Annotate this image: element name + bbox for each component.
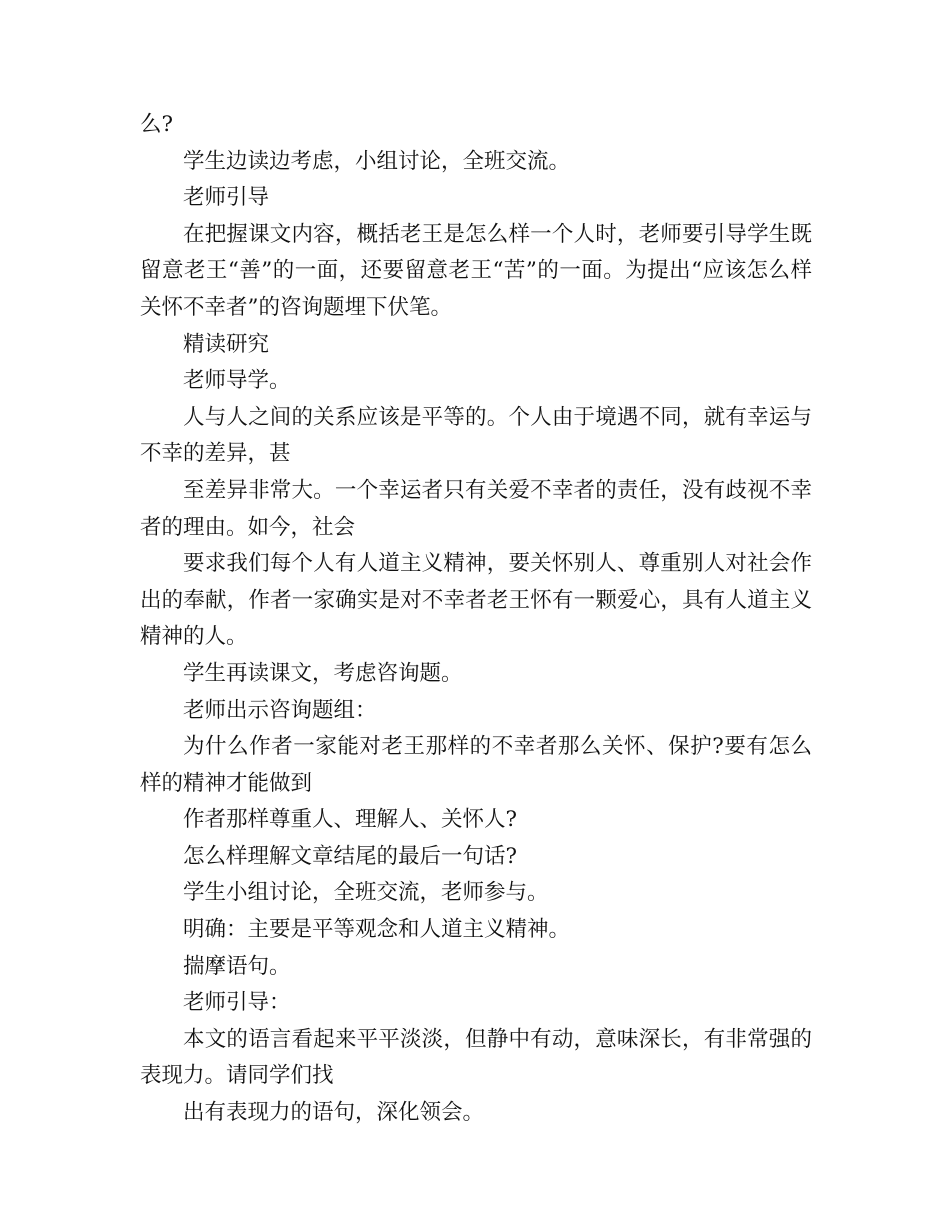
paragraph-8: 至差异非常大。一个幸运者只有关爱不幸者的责任，没有歧视不幸者的理由。如今，社会 (140, 477, 812, 540)
section-heading-close-reading: 精读研究 (183, 331, 270, 357)
paragraph-18: 老师引导： (183, 990, 291, 1016)
paragraph-15: 学生小组讨论，全班交流，老师参与。 (183, 880, 549, 906)
question-2: 怎么样理解文章结尾的最后一句话? (183, 843, 518, 869)
paragraph-20: 出有表现力的语句，深化领会。 (183, 1100, 485, 1126)
paragraph-11: 老师出示咨询题组： (183, 697, 377, 723)
paragraph-9: 要求我们每个人有人道主义精神，要关怀别人、尊重别人对社会作出的奉献，作者一家确实是对不幸者老王怀有一颗爱心，具有人道主义精神的人。 (140, 551, 812, 650)
paragraph-10: 学生再读课文，考虑咨询题。 (183, 660, 463, 686)
paragraph-7: 人与人之间的关系应该是平等的。个人由于境遇不同，就有幸运与不幸的差异，甚 (140, 404, 812, 467)
question-1: 为什么作者一家能对老王那样的不幸者那么关怀、保护?要有怎么样的精神才能做到 (140, 734, 812, 796)
paragraph-4: 在把握课文内容，概括老王是怎么样一个人时，老师要引导学生既留意老王“善”的一面，还要留意老王“苦”的一面。为提出“应该怎么样关怀不幸者”的咨询题埋下伏笔。 (140, 221, 812, 320)
paragraph-19: 本文的语言看起来平平淡淡，但静中有动，意味深长，有非常强的表现力。请同学们找 (140, 1026, 812, 1089)
paragraph-1: 么? (140, 112, 174, 137)
paragraph-16: 明确：主要是平等观念和人道主义精神。 (183, 917, 571, 943)
section-heading-sentences: 揣摩语句。 (183, 953, 291, 979)
question-1-continued: 作者那样尊重人、理解人、关怀人? (183, 807, 518, 833)
paragraph-2: 学生边读边考虑，小组讨论，全班交流。 (183, 148, 571, 174)
paragraph-6: 老师导学。 (183, 368, 291, 394)
document-page (140, 107, 812, 1132)
section-heading-teacher-guide: 老师引导 (183, 185, 270, 211)
